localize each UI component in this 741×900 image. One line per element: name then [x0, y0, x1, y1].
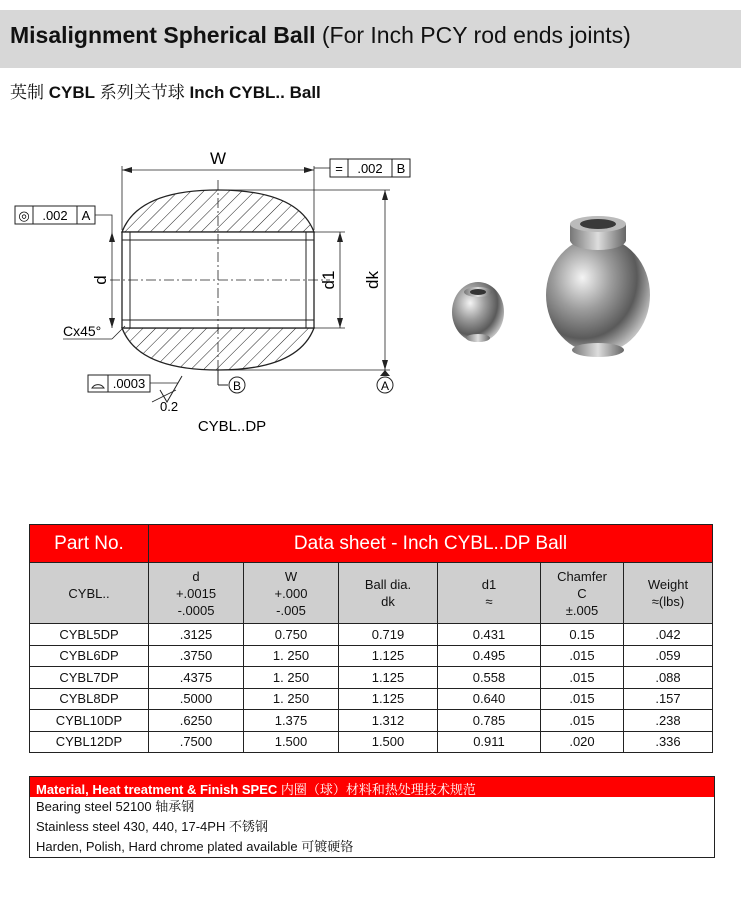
title-rest: (For Inch PCY rod ends joints)	[315, 22, 631, 48]
spec-heading-en: Material, Heat treatment & Finish SPEC	[36, 782, 278, 797]
table-row: CYBL8DP .5000 1. 250 1.125 0.640 .015 .157	[30, 688, 713, 710]
profile-value: .0003	[112, 376, 146, 391]
spec-line: Harden, Polish, Hard chrome plated available 可镀硬铬	[36, 839, 354, 854]
col-weight: Weight ≈(lbs)	[624, 563, 713, 624]
table-row: CYBL5DP .3125 0.750 0.719 0.431 0.15 .042	[30, 624, 713, 646]
col-d1: d1 ≈	[438, 563, 541, 624]
col-chamfer: Chamfer C ±.005	[541, 563, 624, 624]
dim-dk: dk	[363, 271, 382, 289]
datum-a: A	[380, 379, 390, 393]
table-row: CYBL7DP .4375 1. 250 1.125 0.558 .015 .088	[30, 667, 713, 689]
subtitle	[10, 78, 321, 103]
parallel-value: .002	[357, 161, 383, 176]
col-ball-dia: Ball dia. dk	[339, 563, 438, 624]
part-no-header: Part No.	[30, 525, 149, 563]
dim-d1: d1	[319, 270, 338, 290]
spec-line: Stainless steel 430, 440, 17-4PH 不锈钢	[36, 819, 268, 834]
spec-heading-cn: 内圈（球）材料和热处理技术规范	[277, 782, 476, 797]
data-sheet-table	[29, 524, 713, 753]
subtitle-cn2: 系列关节球	[95, 83, 190, 102]
concentric-symbol: ◎	[18, 209, 30, 224]
dim-w: W	[209, 149, 227, 168]
spec-line: Bearing steel 52100 轴承钢	[36, 799, 195, 814]
col-w: W +.000 -.005	[244, 563, 339, 624]
chamfer-label: Cx45°	[63, 323, 102, 339]
concentric-value: .002	[42, 208, 68, 223]
ball-product-photo	[440, 200, 670, 370]
column-header-row	[30, 563, 713, 624]
table-row: CYBL6DP .3750 1. 250 1.125 0.495 .015 .059	[30, 645, 713, 667]
col-d: d +.0015 -.0005	[149, 563, 244, 624]
material-spec-box	[29, 776, 715, 858]
parallel-symbol: =	[335, 161, 343, 176]
table-row: CYBL12DP .7500 1.500 1.500 0.911 .020 .336	[30, 731, 713, 753]
col-part: CYBL..	[30, 563, 149, 624]
table-title-row	[30, 525, 713, 563]
spec-heading	[30, 777, 714, 797]
sheet-title: Data sheet - Inch CYBL..DP Ball	[149, 525, 713, 563]
page-title	[10, 22, 631, 49]
subtitle-cn: 英制	[10, 83, 49, 102]
table-row: CYBL10DP .6250 1.375 1.312 0.785 .015 .238	[30, 710, 713, 732]
parallel-ref: B	[396, 161, 406, 176]
subtitle-en: Inch CYBL.. Ball	[189, 83, 321, 102]
drawing-caption: CYBL..DP	[197, 418, 267, 435]
subtitle-code: CYBL	[48, 83, 96, 102]
datum-b: B	[232, 379, 242, 393]
roughness-value: 0.2	[160, 399, 179, 414]
dim-d: d	[91, 275, 110, 285]
concentric-ref: A	[81, 208, 91, 223]
title-bold: Misalignment Spherical Ball	[10, 22, 316, 48]
technical-drawing	[0, 140, 460, 440]
